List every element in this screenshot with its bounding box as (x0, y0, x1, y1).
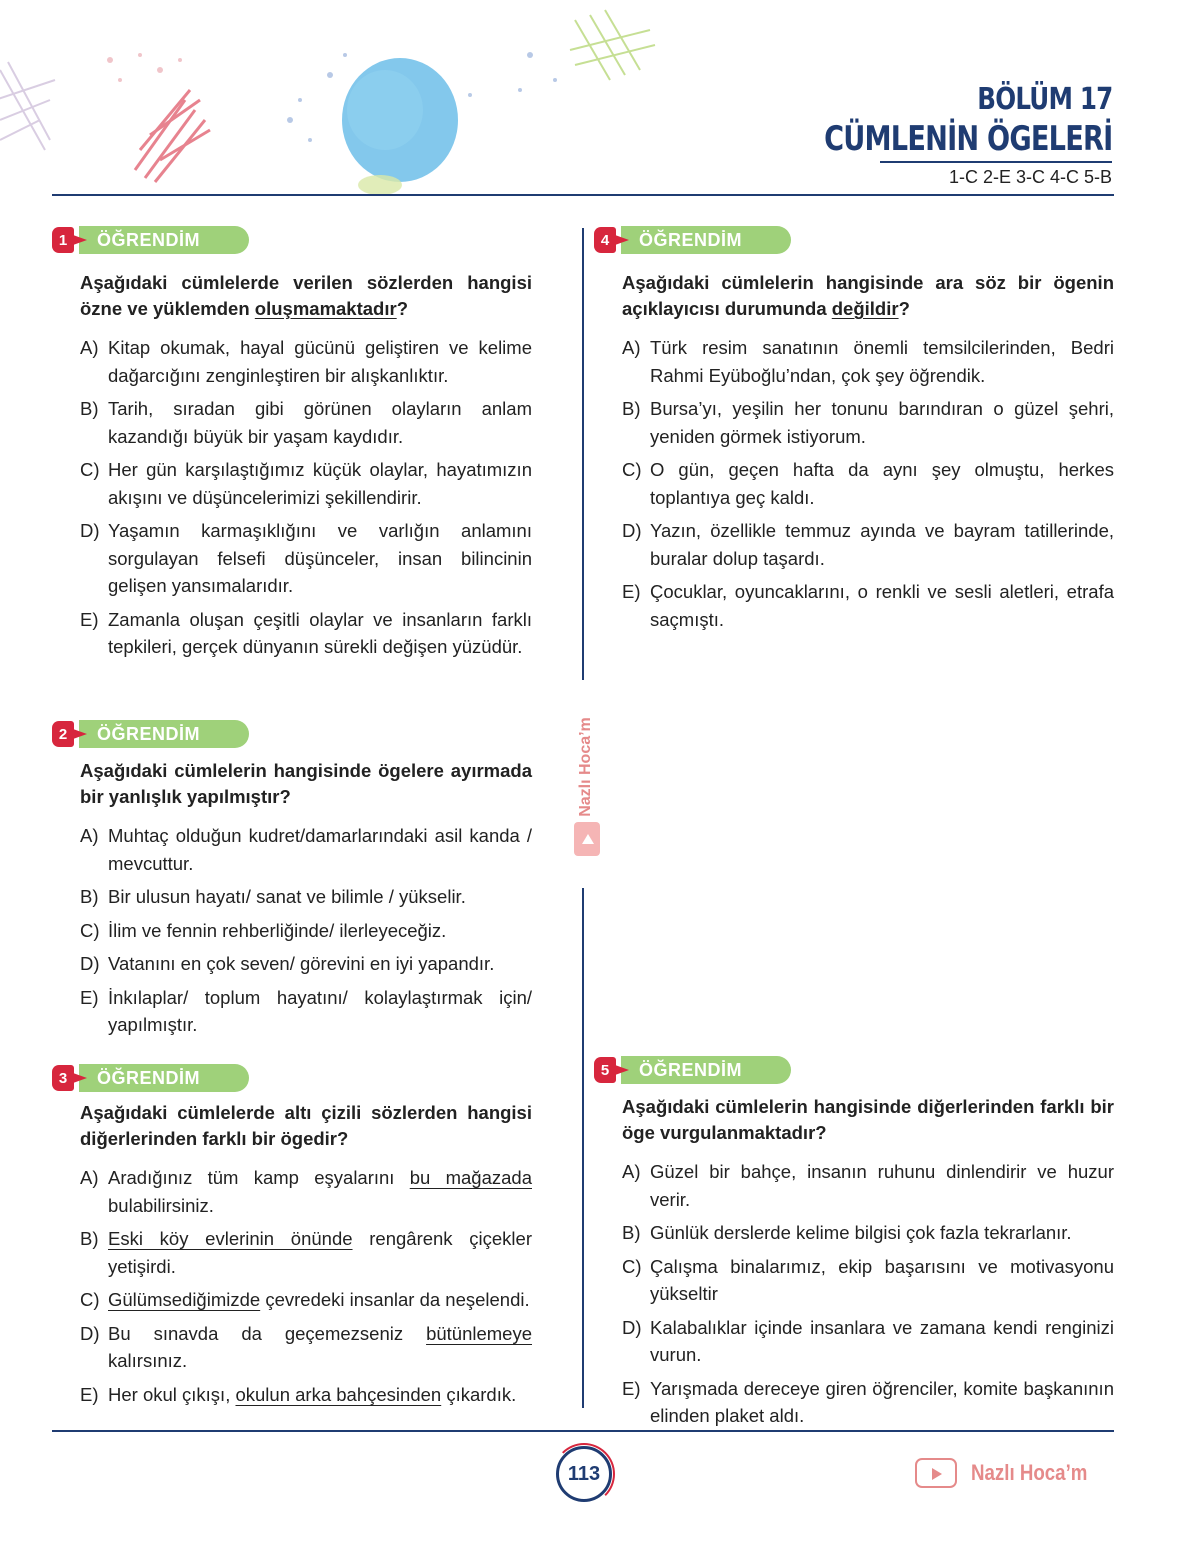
pencil-icon (73, 235, 87, 245)
question-number: 4 (594, 227, 616, 253)
underlined-phrase: Gülümsediğimizde (108, 1289, 261, 1310)
option-e[interactable]: E) Her okul çıkışı, okulun arka bahçesinden çıkardık. (80, 1383, 517, 1405)
option-d[interactable]: D) Yazın, özellikle temmuz ayında ve bayram tatillerinde, buralar dolup taşardı. (622, 520, 1114, 569)
question-stem: Aşağıdaki cümlelerin hangisinde ara söz bir ögenin açıklayıcısı durumunda değildir? (622, 272, 1114, 319)
question-stem: Aşağıdaki cümlelerde verilen sözlerden hangisi özne ve yüklemden oluşmamaktadır? (80, 272, 532, 319)
bottom-divider (52, 1430, 1114, 1432)
option-e[interactable]: E) Yarışmada dereceye giren öğrenciler, komite başkanının elinden plaket aldı. (622, 1377, 1114, 1426)
question-number: 5 (594, 1057, 616, 1083)
option-e[interactable]: E) İnkılaplar/ toplum hayatını/ kolaylaştırmak için/ yapılmıştır. (80, 986, 532, 1035)
question-stem: Aşağıdaki cümlelerin hangisinde diğerlerinden farklı bir öge vurgulanmaktadır? (622, 1096, 1114, 1143)
title-divider (880, 161, 1112, 163)
pencil-icon (73, 729, 87, 739)
question-stem: Aşağıdaki cümlelerin hangisinde ögelere ayırmada bir yanlışlık yapılmıştır? (80, 760, 532, 807)
question-number: 2 (52, 721, 74, 747)
option-b[interactable]: B) Eski köy evlerinin önünde rengârenk çiçekler yetişirdi. (80, 1228, 532, 1277)
underlined-word: oluşmamaktadır (254, 298, 397, 319)
question-badge (594, 1056, 1114, 1084)
option-e[interactable]: E) Zamanla oluşan çeşitli olaylar ve insanların farklı tepkileri, gerçek dünyanın sürekli değişen yüzüdür. (80, 608, 532, 657)
column-divider-upper (582, 228, 584, 680)
question-3 (52, 1064, 532, 1414)
top-divider (52, 194, 1114, 196)
underlined-word: değildir (831, 298, 899, 319)
play-icon[interactable] (574, 822, 600, 856)
option-c[interactable]: C) Gülümsediğimizde çevredeki insanlar da neşelendi. (80, 1289, 530, 1310)
column-divider-lower (582, 888, 584, 1408)
chapter-label: BÖLÜM 17 (976, 82, 1112, 117)
answer-key: 1-C 2-E 3-C 4-C 5-B (948, 167, 1112, 187)
badge-label: ÖĞRENDİM (79, 720, 249, 748)
question-badge (52, 226, 532, 254)
pencil-icon (615, 235, 629, 245)
option-b[interactable]: B) Bir ulusun hayatı/ sanat ve bilimle / yükselir. (80, 886, 466, 907)
option-d[interactable]: D) Yaşamın karmaşıklığını ve varlığın anlamını sorgulayan felsefi düşünceler, insan bilincinin gelişen yansımalarıdır. (80, 520, 532, 596)
option-b[interactable]: B) Tarih, sıradan gibi görünen olayların anlam kazandığı büyük bir yaşam kaydıdır. (80, 398, 532, 447)
pencil-icon (73, 1073, 87, 1083)
option-c[interactable]: C) O gün, geçen hafta da aynı şey olmuştu, herkes toplantıya geç kaldı. (622, 459, 1114, 508)
option-a[interactable]: A) Aradığınız tüm kamp eşyalarını bu mağazada bulabilirsiniz. (80, 1167, 532, 1216)
option-d[interactable]: D) Vatanını en çok seven/ görevini en iyi yapandır. (80, 953, 495, 974)
side-brand-name: Nazlı Hoca’m (577, 717, 594, 817)
option-d[interactable]: D) Kalabalıklar içinde insanlara ve zamana kendi renginizi vurun. (622, 1316, 1114, 1365)
page-number: 113 (556, 1446, 612, 1502)
options-list (594, 1158, 1114, 1430)
question-number: 3 (52, 1065, 74, 1091)
question-stem: Aşağıdaki cümlelerde altı çizili sözlerden hangisi diğerlerinden farklı bir ögedir? (80, 1102, 532, 1149)
question-number: 1 (52, 227, 74, 253)
option-e[interactable]: E) Çocuklar, oyuncaklarını, o renkli ve sesli aletleri, etrafa saçmıştı. (622, 581, 1114, 630)
options-list (52, 822, 532, 1039)
options-list (52, 1164, 532, 1408)
option-c[interactable]: C) Çalışma binalarımız, ekip başarısını ve motivasyonu yükseltir (622, 1255, 1114, 1304)
option-b[interactable]: B) Günlük derslerde kelime bilgisi çok fazla tekrarlanır. (622, 1222, 1072, 1243)
badge-label: ÖĞRENDİM (79, 1064, 249, 1092)
chapter-header (752, 82, 1112, 188)
option-a[interactable]: A) Muhtaç olduğun kudret/damarlarındaki asil kanda / mevcuttur. (80, 825, 532, 874)
question-badge (52, 1064, 532, 1092)
question-badge (594, 226, 1114, 254)
pencil-icon (615, 1065, 629, 1075)
badge-label: ÖĞRENDİM (79, 226, 249, 254)
header-decoration (0, 0, 700, 200)
question-5 (594, 1056, 1114, 1436)
option-b[interactable]: B) Bursa’yı, yeşilin her tonunu barındıran o güzel şehri, yeniden görmek istiyorum. (622, 398, 1114, 447)
footer-brand (915, 1458, 1108, 1488)
options-list (52, 334, 532, 661)
footer-brand-name: Nazlı Hoca’m (971, 1460, 1088, 1485)
option-a[interactable]: A) Güzel bir bahçe, insanın ruhunu dinlendirir ve huzur verir. (622, 1161, 1114, 1210)
options-list (594, 334, 1114, 633)
option-c[interactable]: C) İlim ve fennin rehberliğinde/ ilerleyeceğiz. (80, 919, 447, 941)
underlined-phrase: bütünlemeye (426, 1322, 532, 1344)
underlined-phrase: okulun arka bahçesinden (235, 1383, 442, 1405)
option-c[interactable]: C) Her gün karşılaştığımız küçük olaylar, hayatımızın akışını ve düşüncelerimizi şekillendirir. (80, 459, 532, 508)
question-1 (52, 226, 532, 667)
badge-label: ÖĞRENDİM (621, 226, 791, 254)
question-badge (52, 720, 532, 748)
badge-label: ÖĞRENDİM (621, 1056, 791, 1084)
question-2 (52, 720, 532, 1045)
side-brand (572, 718, 600, 868)
option-a[interactable]: A) Türk resim sanatının önemli temsilcilerinden, Bedri Rahmi Eyüboğlu’ndan, çok şey öğrendik. (622, 337, 1114, 386)
chapter-title: CÜMLENİN ÖGELERİ (823, 119, 1112, 159)
underlined-phrase: Eski köy evlerinin önünde (108, 1228, 353, 1249)
option-d[interactable]: D) Bu sınavda da geçemezseniz bütünlemeye kalırsınız. (80, 1322, 532, 1371)
underlined-phrase: bu mağazada (409, 1167, 532, 1188)
youtube-icon[interactable] (915, 1458, 957, 1488)
question-4 (594, 226, 1114, 639)
option-a[interactable]: A) Kitap okumak, hayal gücünü geliştiren ve kelime dağarcığını zenginleştiren bir alışkanlıktır. (80, 337, 532, 386)
